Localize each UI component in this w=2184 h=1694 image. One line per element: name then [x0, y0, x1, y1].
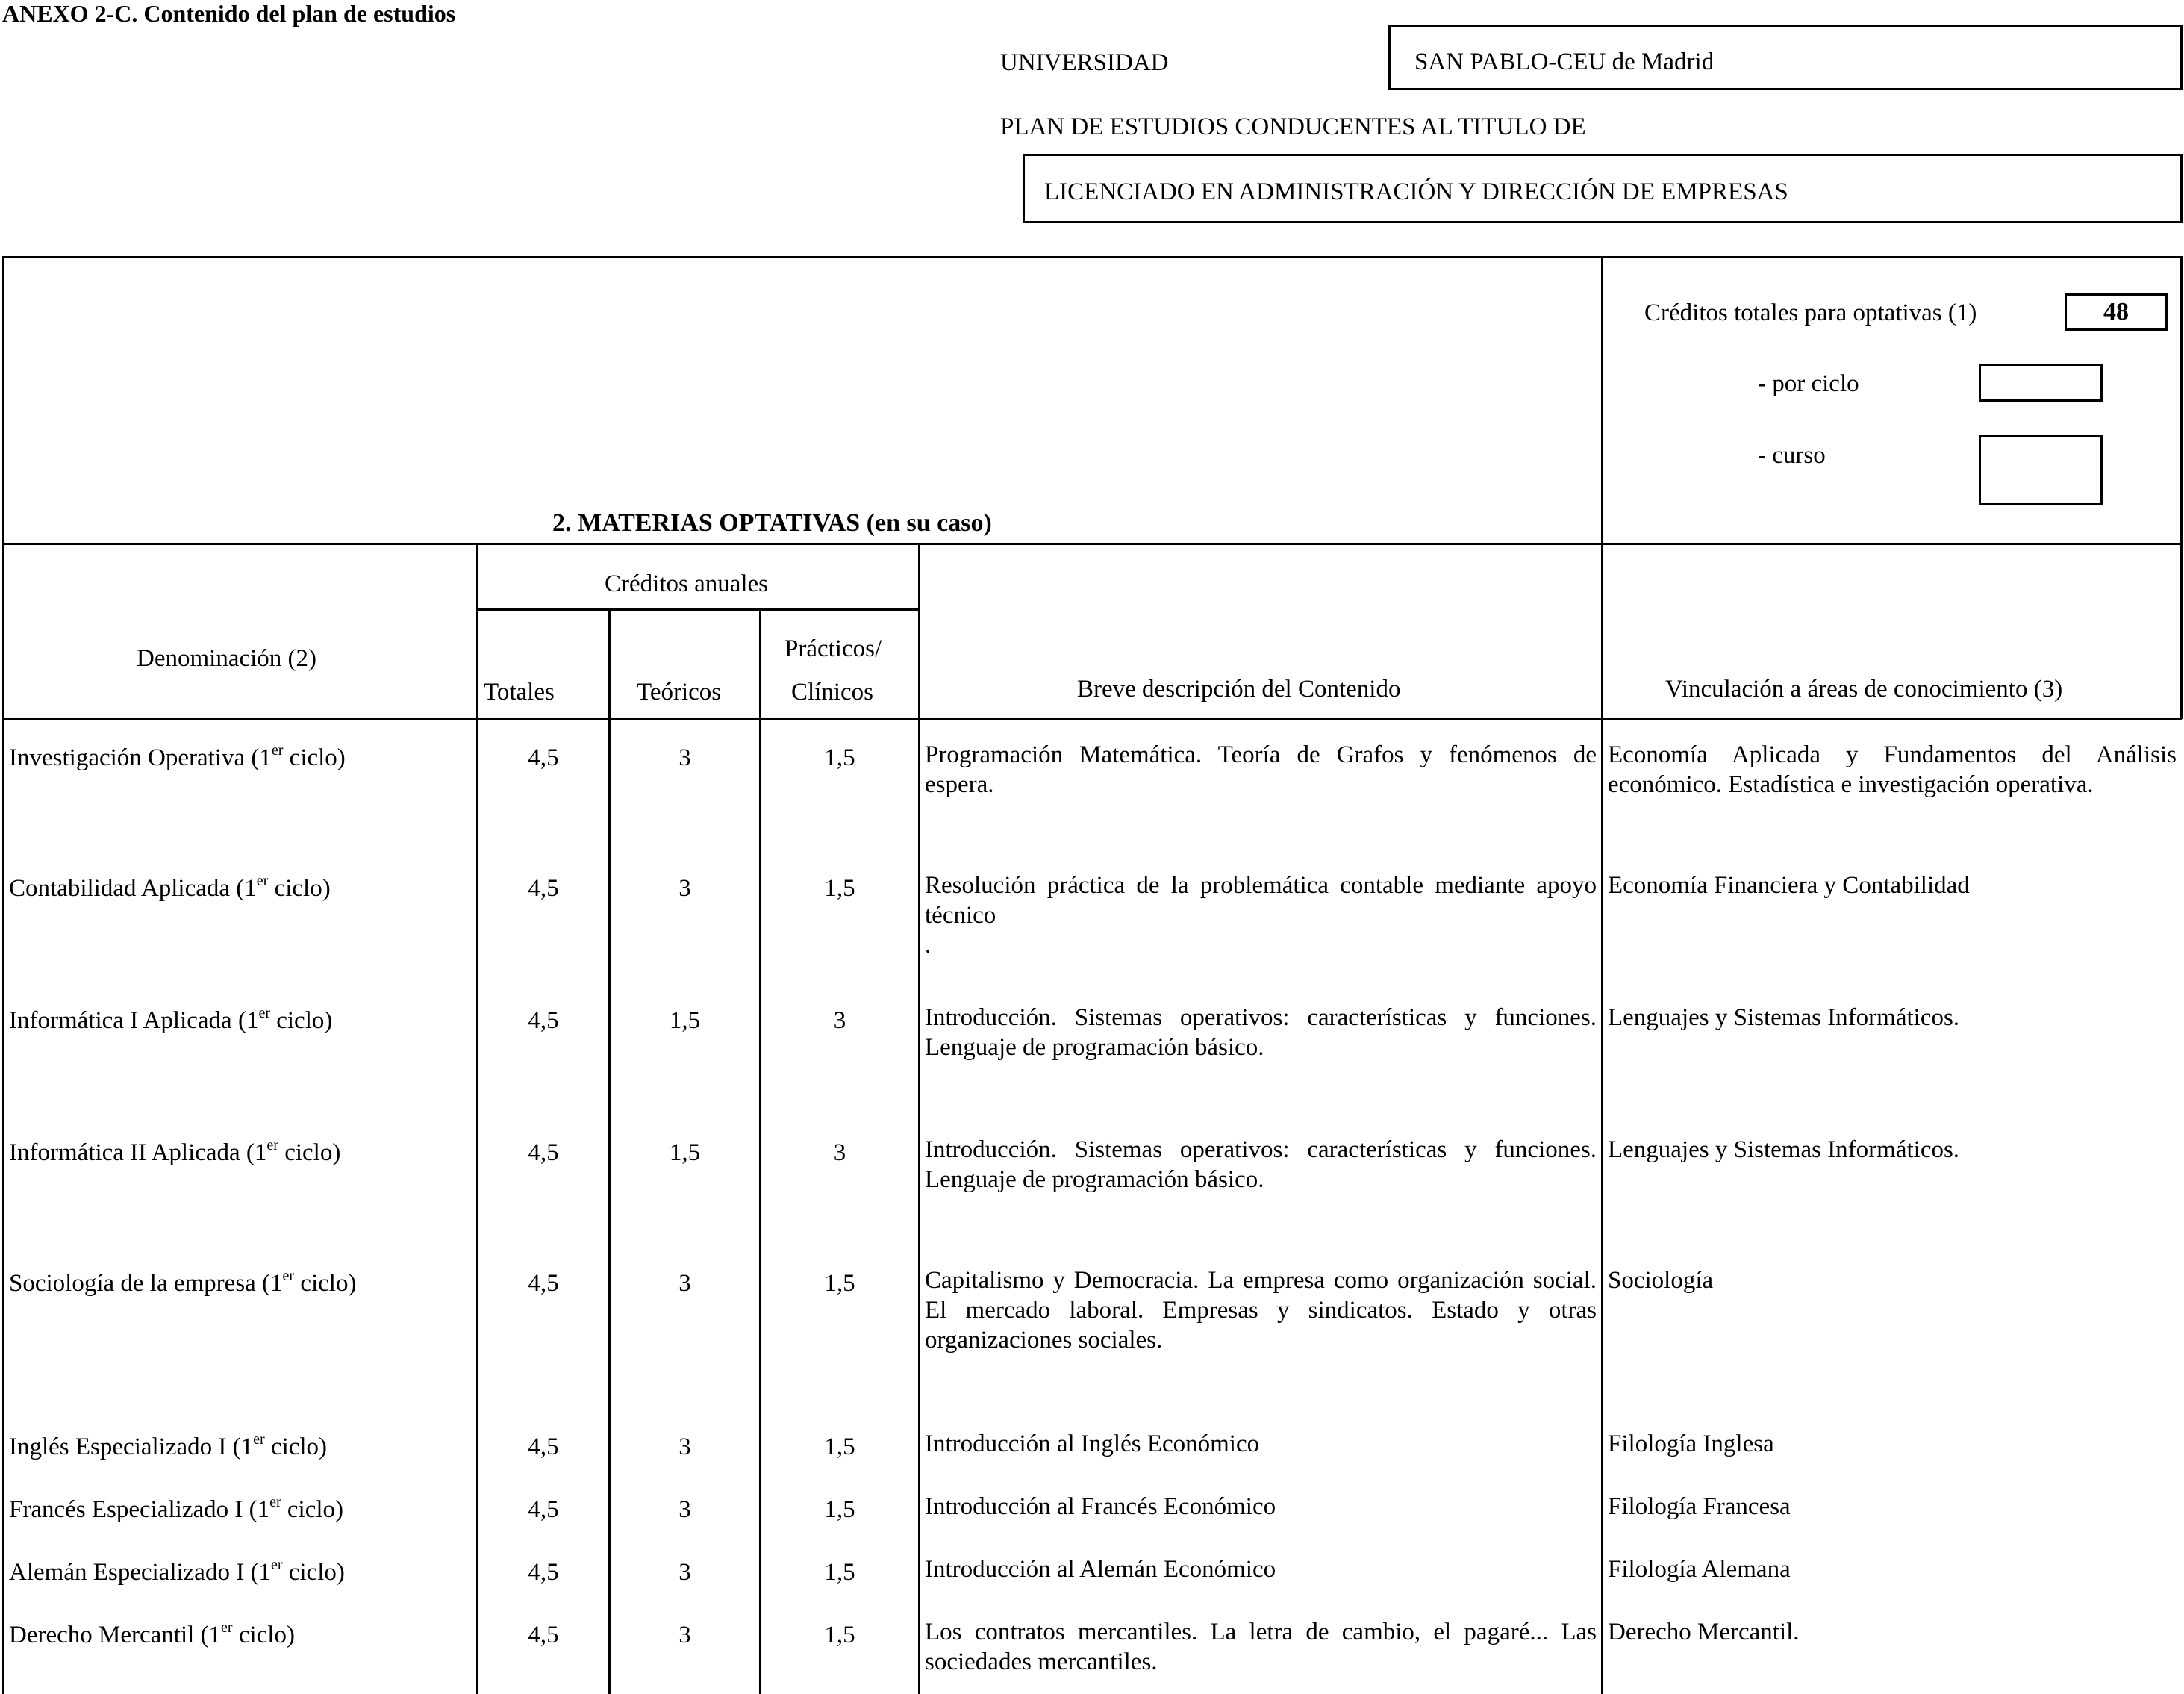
- table-top-border: [2, 256, 2182, 258]
- row-descripcion: Programación Matemática. Teoría de Grafos y fenómenos de espera.: [925, 741, 1597, 798]
- row-practicos: 1,5: [824, 1496, 855, 1523]
- row-descripcion: Introducción al Inglés Económico: [925, 1430, 1260, 1457]
- row-descripcion-extra: .: [925, 932, 932, 959]
- col-totales: Totales: [484, 679, 555, 706]
- titulo-box: [1023, 154, 2183, 223]
- row-vinculacion: Filología Alemana: [1608, 1556, 1791, 1583]
- titulo-value: LICENCIADO EN ADMINISTRACIÓN Y DIRECCIÓN DE EMPRESAS: [1044, 178, 1788, 205]
- row-totales: 4,5: [528, 1496, 559, 1523]
- row-totales: 4,5: [528, 875, 559, 902]
- table-right-border: [2180, 256, 2183, 719]
- table-left-border: [2, 256, 4, 1694]
- header-section-border: [2, 543, 2182, 545]
- creditos-totales-label: Créditos totales para optativas (1): [1644, 299, 1977, 326]
- row-denominacion: Francés Especializado I (1er ciclo): [9, 1494, 344, 1523]
- row-practicos: 3: [833, 1139, 846, 1166]
- row-vinculacion: Derecho Mercantil.: [1608, 1619, 1800, 1645]
- row-practicos: 1,5: [824, 1270, 855, 1297]
- row-vinculacion: Lenguajes y Sistemas Informáticos.: [1608, 1136, 1960, 1163]
- col-teoricos: Teóricos: [637, 679, 722, 706]
- row-descripcion: Introducción al Alemán Económico: [925, 1556, 1276, 1583]
- row-denominacion: Sociología de la empresa (1er ciclo): [9, 1268, 357, 1297]
- descripcion-divider: [918, 543, 920, 1694]
- vinculacion-divider: [1601, 256, 1603, 1694]
- row-descripcion: Introducción. Sistemas operativos: características y funciones. Lenguaje de programación básico.: [925, 1004, 1597, 1061]
- row-descripcion: Capitalismo y Democracia. La empresa como organización social. El mercado laboral. Empresas y sindicatos. Estado y otras organizaciones sociales.: [925, 1267, 1597, 1354]
- row-teoricos: 3: [678, 744, 691, 771]
- row-denominacion: Informática II Aplicada (1er ciclo): [9, 1137, 341, 1166]
- row-denominacion: Contabilidad Aplicada (1er ciclo): [9, 873, 331, 902]
- plan-label: PLAN DE ESTUDIOS CONDUCENTES AL TITULO DE: [1000, 113, 1586, 140]
- curso-label: - curso: [1758, 442, 1826, 469]
- row-totales: 4,5: [528, 1622, 559, 1648]
- universidad-box: [1388, 25, 2183, 90]
- row-totales: 4,5: [528, 1139, 559, 1166]
- curso-box: [1979, 435, 2103, 505]
- row-practicos: 1,5: [824, 1622, 855, 1648]
- row-totales: 4,5: [528, 1007, 559, 1034]
- row-practicos: 1,5: [824, 1559, 855, 1586]
- row-denominacion: Investigación Operativa (1er ciclo): [9, 742, 346, 771]
- creditos-totales-value: 48: [2103, 298, 2129, 326]
- row-teoricos: 3: [678, 1559, 691, 1586]
- universidad-value: SAN PABLO-CEU de Madrid: [1414, 49, 1715, 75]
- col-vinculacion: Vinculación a áreas de conocimiento (3): [1665, 676, 2063, 703]
- row-vinculacion: Economía Financiera y Contabilidad: [1608, 872, 1970, 899]
- row-vinculacion: Economía Aplicada y Fundamentos del Análisis económico. Estadística e investigación operativa.: [1608, 741, 2177, 798]
- row-denominacion: Informática I Aplicada (1er ciclo): [9, 1005, 333, 1034]
- columns-bottom-border: [2, 718, 2182, 720]
- row-vinculacion: Sociología: [1608, 1267, 1714, 1294]
- por-ciclo-label: - por ciclo: [1758, 370, 1859, 397]
- universidad-label: UNIVERSIDAD: [1000, 49, 1169, 76]
- col-creditos-anuales: Créditos anuales: [605, 570, 769, 597]
- row-teoricos: 3: [678, 1433, 691, 1460]
- row-denominacion: Alemán Especializado I (1er ciclo): [9, 1557, 345, 1586]
- creditos-anuales-divider: [478, 608, 920, 611]
- row-descripcion: Los contratos mercantiles. La letra de cambio, el pagaré... Las sociedades mercantiles.: [925, 1619, 1597, 1675]
- row-vinculacion: Lenguajes y Sistemas Informáticos.: [1608, 1004, 1960, 1031]
- col-denominacion: Denominación (2): [137, 645, 317, 672]
- row-descripcion: Introducción al Francés Económico: [925, 1493, 1276, 1520]
- row-denominacion: Derecho Mercantil (1er ciclo): [9, 1619, 295, 1648]
- row-practicos: 1,5: [824, 875, 855, 902]
- col-practicos-1: Prácticos/: [784, 635, 882, 662]
- row-teoricos: 3: [678, 1496, 691, 1523]
- row-practicos: 1,5: [824, 1433, 855, 1460]
- row-teoricos: 3: [678, 1622, 691, 1648]
- row-vinculacion: Filología Francesa: [1608, 1493, 1791, 1520]
- section-title: 2. MATERIAS OPTATIVAS (en su caso): [552, 509, 992, 537]
- row-totales: 4,5: [528, 1270, 559, 1297]
- row-vinculacion: Filología Inglesa: [1608, 1430, 1774, 1457]
- por-ciclo-box: [1979, 364, 2103, 402]
- row-practicos: 1,5: [824, 744, 855, 771]
- row-totales: 4,5: [528, 1433, 559, 1460]
- row-totales: 4,5: [528, 744, 559, 771]
- row-denominacion: Inglés Especializado I (1er ciclo): [9, 1431, 328, 1460]
- row-teoricos: 1,5: [669, 1139, 701, 1166]
- row-totales: 4,5: [528, 1559, 559, 1586]
- row-teoricos: 1,5: [669, 1007, 701, 1034]
- row-descripcion: Resolución práctica de la problemática contable mediante apoyo técnico: [925, 872, 1597, 929]
- annex-title: ANEXO 2-C. Contenido del plan de estudios: [2, 0, 456, 27]
- row-practicos: 3: [833, 1007, 846, 1034]
- col-practicos-2: Clínicos: [791, 679, 874, 706]
- row-teoricos: 3: [678, 1270, 691, 1297]
- row-descripcion: Introducción. Sistemas operativos: características y funciones. Lenguaje de programación básico.: [925, 1136, 1597, 1193]
- creditos-totales-box: [2065, 293, 2168, 331]
- col-descripcion: Breve descripción del Contenido: [1077, 676, 1401, 703]
- row-teoricos: 3: [678, 875, 691, 902]
